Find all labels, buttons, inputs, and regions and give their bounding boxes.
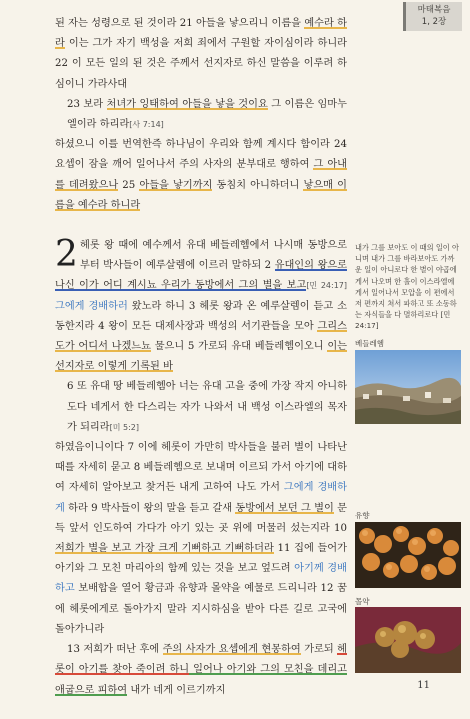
paragraph: 13 저희가 떠난 후에 주의 사자가 요셉에게 현몽하여 가로되 헤롯이 아기를 찾아 죽이려 하니 일어나 아기와 그의 모친을 데리고 애굽으로 피하여 내가 네게 이르기까지 xyxy=(55,644,348,696)
chapter-2-start: 2 헤롯 왕 때에 예수께서 유대 베들레헴에서 나시매 동방으로부터 박사들이 예루살렘에 이르러 말하되 2 유대인의 왕으로 나신 이가 어디 계시뇨 우리가 동방에서 그의 별을 보고[민 24:17] 그에게 경배하러 왔노라 하니 3 헤롯 왕과 온 예루살렘이 듣고 소동한지라 4 왕이 모든 대제사장과 백성의 서기관들을 모아 그리스도가 어디서 나겠느뇨 물으니 5 가로되 유대 베들레헴이오니 이는 선지자로 이렇게 기록된 바 xyxy=(55,234,347,373)
paragraph: 하셨으니 이를 번역한즉 하나님이 우리와 함께 계시다 함이라 24 요셉이 잠을 깨어 일어나서 주의 사자의 분부대로 행하여 그 아내를 데려왔으나 25 아들을 낳기까지 동침치 아니하더니 낳으매 이름을 예수라 하니라 xyxy=(55,139,348,211)
sidebar-note: 내가 그를 보아도 이 때의 일이 아니며 내가 그를 바라보아도 가까운 일이 아니로다 한 별이 야곱에게서 나오며 한 홀이 이스라엘에게서 일어나서 모압을 이 편에서 저 편까지 쳐서 파하고 또 소동하는 자식들을 다 멸하리로다 [민 24:17] xyxy=(355,243,459,331)
frankincense-photo xyxy=(355,522,461,588)
quotation: 6 또 유대 땅 베들레헴아 너는 유대 고을 중에 가장 작지 아니하도다 네게서 한 다스리는 자가 나와서 내 백성 이스라엘의 목자가 되리라[미 5:2] xyxy=(67,381,347,433)
paragraph: 하였음이니이다 7 이에 헤롯이 가만히 박사들을 불러 별이 나타난 때를 자세히 묻고 8 베들레헴으로 보내며 이르되 가서 아기에 대하여 자세히 알아보고 찾거든 내게 고하여 나도 가서 그에게 경배하게 하라 9 박사들이 왕의 말을 듣고 갈새 동방에서 보던 그 별이 문득 앞서 인도하여 가다가 아기 있는 곳 위에 머물러 섰는지라 10 저희가 별을 보고 가장 크게 기뻐하고 기뻐하더라 11 집에 들어가 아기와 그 모친 마리아의 함께 있는 것을 보고 엎드려 아기께 경배하고 보배합을 열어 황금과 유향과 몰약을 예물로 드리니라 12 꿈에 헤롯에게로 돌아가지 말라 지시하심을 받아 다른 길로 고국에 돌아가니라 xyxy=(55,442,347,635)
chapter-tab xyxy=(403,2,462,31)
book-name: 마태복음 xyxy=(417,5,451,15)
page-number: 11 xyxy=(417,680,430,691)
quotation: 23 보라 처녀가 잉태하여 아들을 낳을 것이요 그 이름은 임마누엘이라 하리라[사 7:14] xyxy=(67,98,347,131)
myrrh-photo xyxy=(355,607,461,673)
photo-caption-bethlehem: 베들레헴 xyxy=(355,339,384,348)
main-text-column xyxy=(55,14,347,701)
chapter-number: 2 xyxy=(55,234,78,276)
photo-caption-myrrh: 몰약 xyxy=(355,597,370,606)
chapter-range: 1, 2장 xyxy=(421,17,447,27)
photo-caption-frankincense: 유향 xyxy=(355,511,370,520)
paragraph: 된 자는 성령으로 된 것이라 21 아들을 낳으리니 이름을 예수라 하라 이는 그가 자기 백성을 저희 죄에서 구원할 자이심이라 하니라 22 이 모든 일의 된 것은 주께서 선지자로 하신 말씀을 이루려 하심이니 가라사대 xyxy=(55,18,347,90)
bethlehem-photo xyxy=(355,350,461,424)
